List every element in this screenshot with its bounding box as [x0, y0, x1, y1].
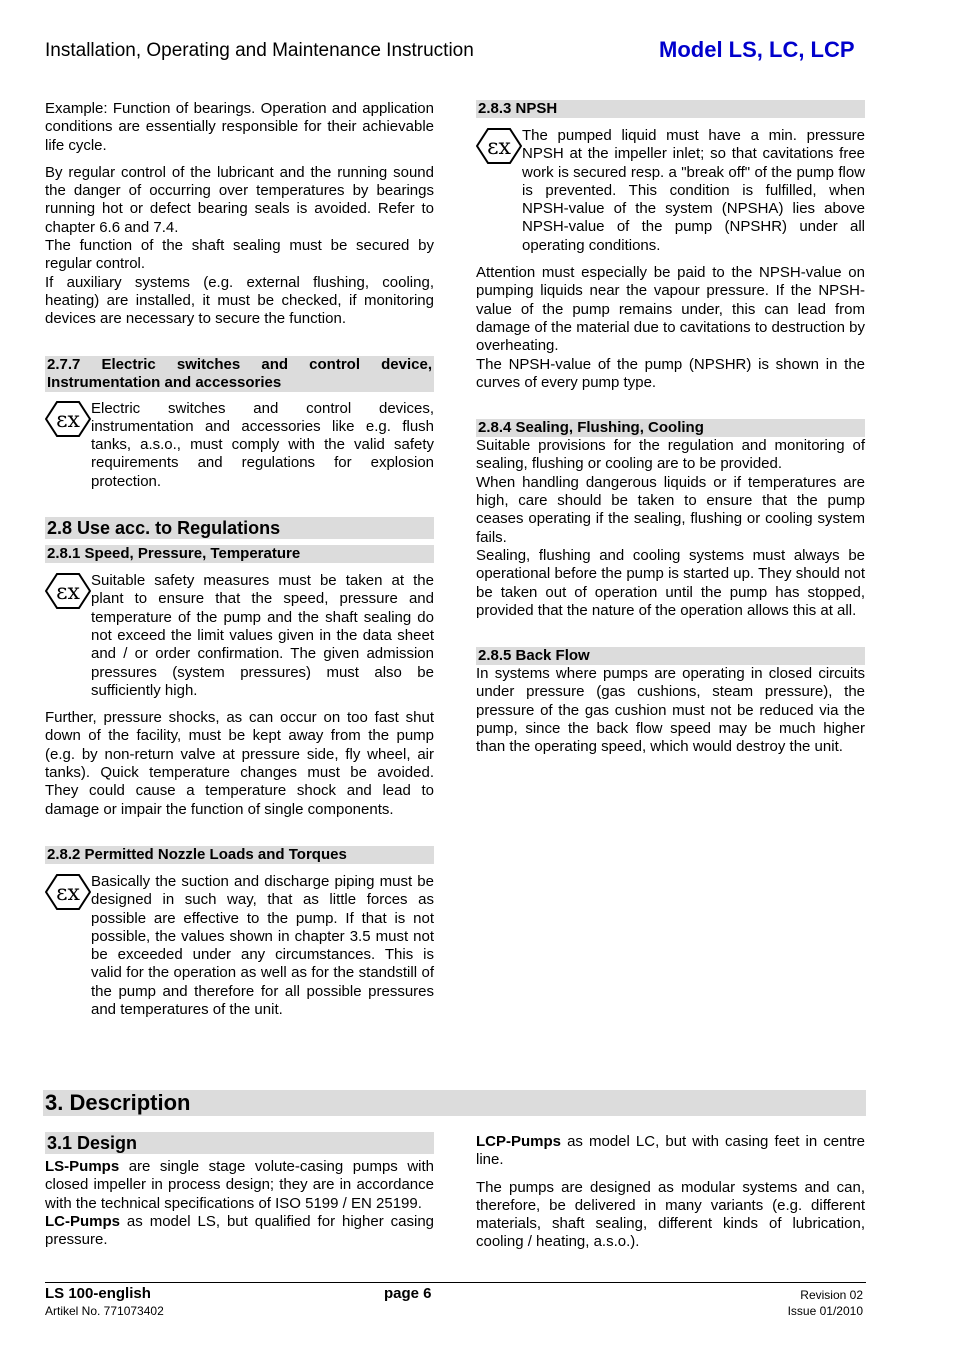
svg-text:εx: εx	[56, 580, 80, 606]
ex-explosion-protection-icon	[476, 127, 522, 165]
svg-text:εx: εx	[56, 880, 80, 906]
paragraph-pressure-shocks: Further, pressure shocks, as can occur on too fast shut down of the facility, must be kept away from the pump (e.g. by non-return valve at pressure side, fly wheel, air tanks). Quick temperature changes must be avoided. They could cause a temperature shock and lead to damage or impair the function of single components.	[45, 709, 434, 818]
paragraph-2-8-1: Suitable safety measures must be taken at the plant to ensure that the speed, pressure and temperature of the pump and the shaft sealing do not exceed the limit values given in the data sheet and / or order confirmation. The given admission pressures (system pressures) must also be sufficiently high.	[91, 572, 434, 699]
paragraph-auxiliary: If auxiliary systems (e.g. external flushing, cooling, heating) are installed, it must be checked, if monitoring devices are necessary to secure the function.	[45, 273, 434, 328]
lcp-pumps-text: as model LC, but with casing feet in centre line.	[476, 1133, 865, 1169]
footer-doc: LS 100-english	[45, 1285, 151, 1302]
ls-pumps-label: LS-Pumps	[45, 1158, 120, 1175]
ls-pumps-text: are single stage volute-casing pumps with closed impeller in process design; they are in accordance with the technical specifications of ISO 5199 / EN 25199.	[45, 1158, 434, 1212]
heading-2-8-5: 2.8.5 Back Flow	[476, 647, 865, 665]
footer-revision: Revision 02	[800, 1288, 863, 1302]
paragraph-2-8-2: Basically the suction and discharge piping must be designed in such way, that as little forces as possible are effective to the pump. If that is not possible, the values shown in chapter 3.5 must not be exceeded under any circumstances. This is valid for the operation as well as for the standstill of the pump and therefore for all possible pressures and temperatures of the unit.	[91, 872, 434, 1018]
ex-explosion-protection-icon	[45, 400, 91, 438]
footer-issue: Issue 01/2010	[787, 1304, 863, 1318]
heading-3-1: 3.1 Design	[45, 1132, 434, 1154]
heading-2-8-2: 2.8.2 Permitted Nozzle Loads and Torques	[45, 846, 434, 864]
footer-article: Artikel No. 771073402	[45, 1304, 164, 1318]
heading-3-description: 3. Description	[43, 1090, 866, 1116]
lc-pumps-label: LC-Pumps	[45, 1212, 120, 1230]
paragraph-modular: The pumps are designed as modular systems and can, therefore, be delivered in many variants (e.g. different materials, shaft sealing, different kinds of lubrication, cooling / heating, a.s.o.).	[476, 1178, 865, 1251]
header-model: Model LS, LC, LCP	[659, 37, 855, 62]
heading-2-8-4: 2.8.4 Sealing, Flushing, Cooling	[476, 419, 865, 437]
svg-text:εx: εx	[487, 135, 511, 160]
paragraph-npsh-attention: Attention must especially be paid to the NPSH-value on pumping liquids near the vapour pressure. If the NPSH-value of the pump remains under, this can lead from damage of the material due to cavitations to destruction by overheating.	[476, 264, 865, 355]
lcp-pumps-label: LCP-Pumps	[476, 1133, 562, 1150]
paragraph-lc-pumps	[45, 1213, 434, 1250]
heading-2-8-3: 2.8.3 NPSH	[476, 100, 865, 118]
ex-block-2-8-1	[45, 572, 434, 700]
ex-block-2-7-7	[45, 400, 434, 491]
left-column	[45, 100, 434, 1019]
section3-right-column	[476, 1133, 865, 1252]
paragraph-2-8-4-b: When handling dangerous liquids or if temperatures are high, care should be taken to ensure that the pump ceases operating if the sealing, flushing or cooling system fails.	[476, 473, 865, 546]
heading-2-8: 2.8 Use acc. to Regulations	[45, 517, 434, 539]
paragraph-example: Example: Function of bearings. Operation and application conditions are essentially responsible for their achievable life cycle.	[45, 100, 434, 154]
paragraph-2-8-3: The pumped liquid must have a min. pressure NPSH at the impeller inlet; so that cavitations free work is secured resp. a "break off" of the pump flow is prevented. This condition is fulfilled, when NPSH-value of the system (NPSHA) lies above NPSH-value of the pump (NPSHR) under all operating conditions.	[522, 127, 865, 254]
footer-page: page 6	[384, 1285, 432, 1302]
paragraph-2-8-4-c: Sealing, flushing and cooling systems must always be operational before the pump is started up. They should not be taken out of operation until the pump has stopped, provided that the nature of the operation allows this at all.	[476, 546, 865, 619]
svg-text:εx: εx	[56, 407, 80, 433]
ex-explosion-protection-icon	[45, 873, 91, 911]
ex-block-2-8-2	[45, 873, 434, 1019]
paragraph-ls-pumps	[45, 1158, 434, 1213]
heading-2-7-7: 2.7.7 Electric switches and control device, Instrumentation and accessories	[47, 355, 432, 391]
paragraph-2-8-5: In systems where pumps are operating in closed circuits under pressure (gas cushions, steam pressure), the pressure of the gas cushion must not be reduced via the pump, since the back flow speed may be much higher than the operating speed, which would destroy the unit.	[476, 665, 865, 756]
paragraph-2-7-7: Electric switches and control devices, instrumentation and accessories like e.g. flush tanks, a.s.o., must comply with the valid safety requirements and regulations for explosion protection.	[91, 399, 434, 490]
section3-left-column	[45, 1132, 434, 1249]
heading-2-8-1: 2.8.1 Speed, Pressure, Temperature	[45, 545, 434, 563]
right-column	[476, 100, 865, 757]
paragraph-regular-control: By regular control of the lubricant and the running sound the danger of occurring over temperatures by bearings running hot or defect bearing seals is avoided. Refer to chapter 6.6 and 7.4.	[45, 163, 434, 236]
header-title: Installation, Operating and Maintenance Instruction	[45, 40, 474, 61]
footer-divider	[45, 1282, 866, 1283]
ex-explosion-protection-icon	[45, 572, 91, 610]
paragraph-2-8-4-a: Suitable provisions for the regulation and monitoring of sealing, flushing or cooling are to be provided.	[476, 437, 865, 473]
lc-pumps-text: as model LS, but qualified for higher casing pressure.	[45, 1212, 434, 1249]
paragraph-npsh-curves: The NPSH-value of the pump (NPSHR) is shown in the curves of every pump type.	[476, 355, 865, 391]
ex-block-2-8-3	[476, 127, 865, 255]
paragraph-shaft-sealing: The function of the shaft sealing must be secured by regular control.	[45, 237, 434, 273]
paragraph-lcp-pumps	[476, 1133, 865, 1170]
